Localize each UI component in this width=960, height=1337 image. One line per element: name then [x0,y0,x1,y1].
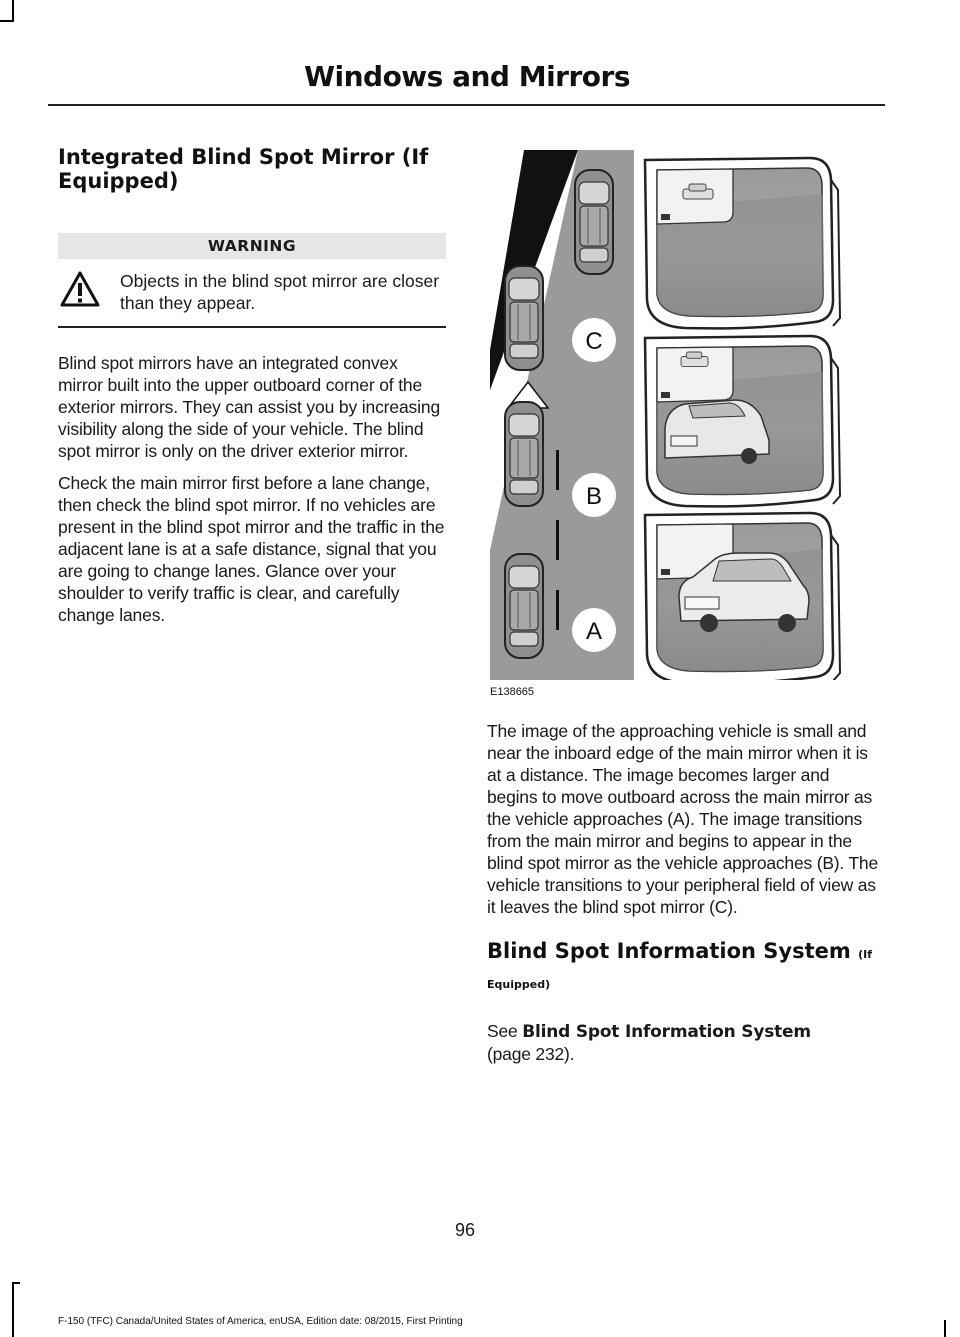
figure-explanation: The image of the approaching vehicle is small and near the inboard edge of the main mirror when it is at a distance. The image becomes larger and begins to move outboard across the main mirror as the vehicle approaches (A). The image transitions from the main mirror and begins to appear in the blind spot mirror as the vehicle approaches (B). The vehicle transitions to your peripheral field of view as it leaves the blind spot mirror (C). [487,721,878,917]
right-column [487,720,882,1065]
see-reference [487,1020,882,1065]
mirror-c [645,158,840,328]
see-link[interactable]: Blind Spot Information System [522,1022,811,1042]
blind-spot-figure [490,150,878,680]
left-column [58,145,446,626]
warning-header: WARNING [58,233,446,259]
mirror-a [645,513,840,680]
see-page: (page 232). [487,1044,575,1064]
section2-qualifier-1: (If [858,948,872,961]
crop-mark-top-left-v [12,0,14,22]
section2-qualifier-2: Equipped) [487,978,551,991]
crop-mark-bottom-left-h [12,1282,20,1284]
chapter-title: Windows and Mirrors [304,60,630,93]
mirror-b [645,336,840,506]
header-rule [48,104,885,106]
label-a: A [585,618,603,645]
section2-title [487,938,882,998]
section-title: Integrated Blind Spot Mirror (If Equipped) [58,145,429,193]
see-prefix: See [487,1021,518,1041]
paragraph-1: Blind spot mirrors have an integrated convex mirror built into the upper outboard corner of the exterior mirrors. They can assist you by increasing visibility along the side of your vehicle. The blind spot mirror is only on the driver exterior mirror. [58,353,441,461]
car-position-c [575,170,613,274]
car-own [505,554,543,658]
crop-mark-bottom-right-v [944,1320,946,1337]
warning-triangle-icon [60,271,100,307]
label-b: B [585,483,603,510]
section2-title-text: Blind Spot Information System [487,939,851,963]
label-c: C [585,328,603,355]
figure-code: E138665 [490,686,535,698]
crop-mark-top-left-h [0,20,14,22]
warning-text: Objects in the blind spot mirror are closer than they appear. [120,271,440,313]
car-position-b [505,266,543,370]
footer-edition: F-150 (TFC) Canada/United States of America, enUSA, Edition date: 08/2015, First Printing [58,1316,463,1327]
crop-mark-bottom-left-v [12,1282,14,1337]
page-number: 96 [454,1220,476,1240]
car-position-a [505,402,543,506]
paragraph-2: Check the main mirror first before a lane change, then check the blind spot mirror. If no vehicles are present in the blind spot mirror and the traffic in the adjacent lane is at a safe distance, signal that you are going to change lanes. Glance over your shoulder to verify traffic is clear, and carefully change lanes. [58,473,445,625]
warning-box [58,259,446,328]
